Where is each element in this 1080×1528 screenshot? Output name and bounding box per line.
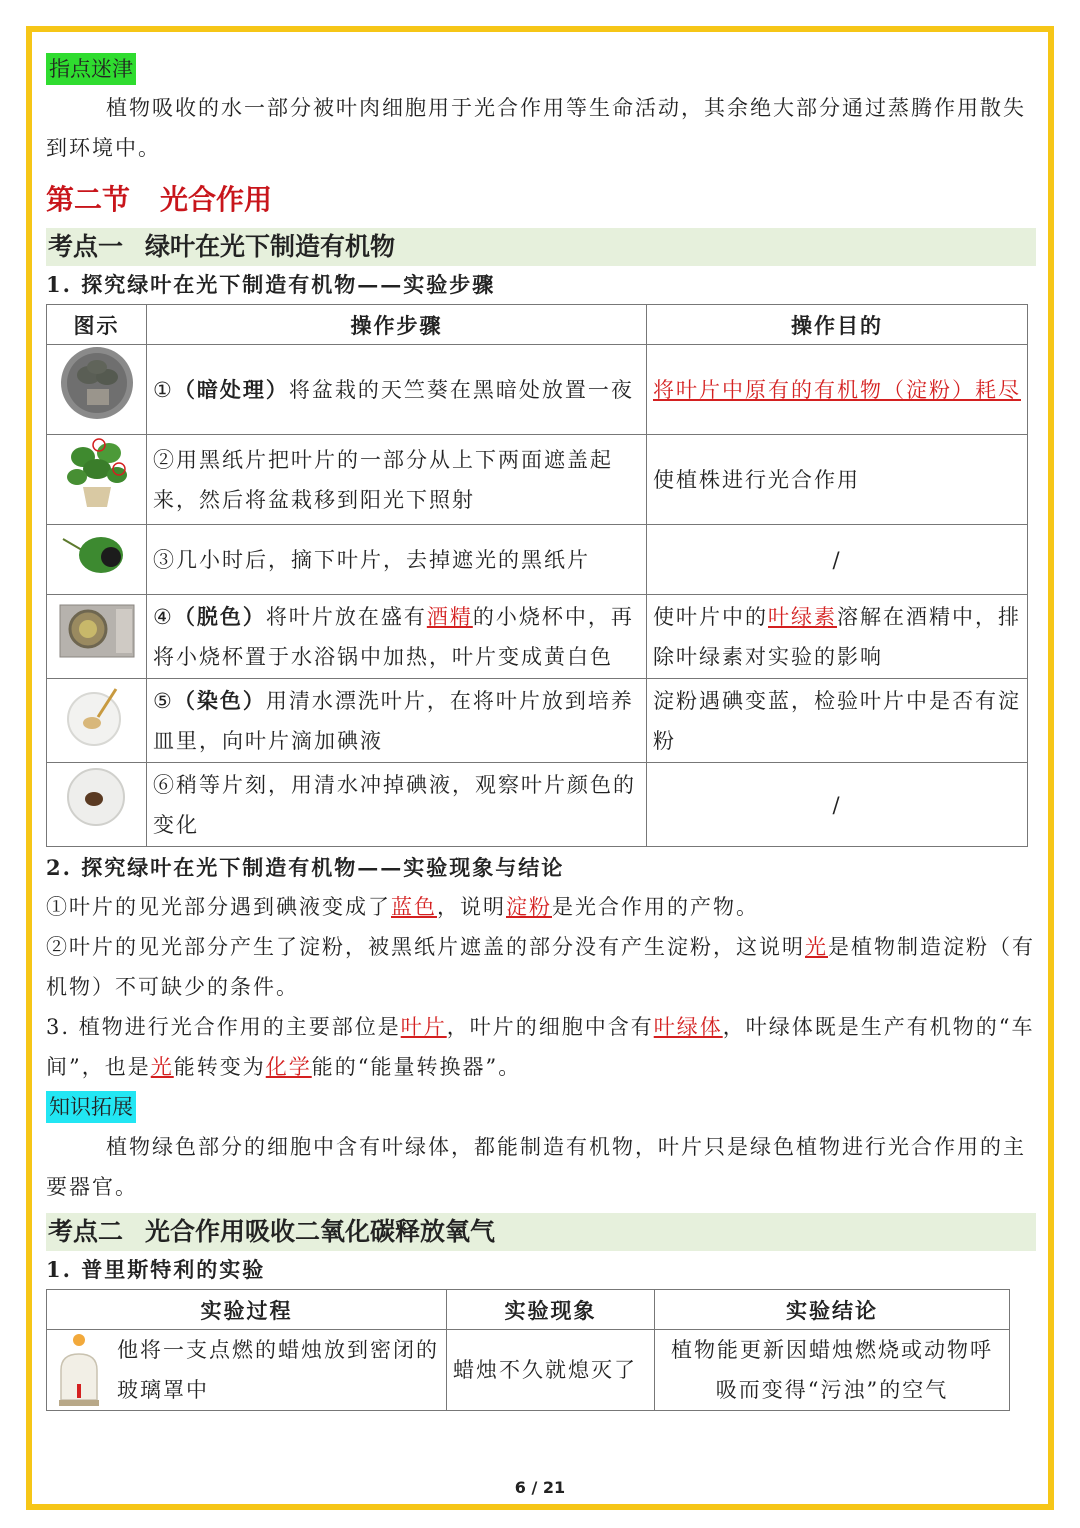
purpose-4-text-b: 溶解在酒精中，排除叶绿素对实验的影响 xyxy=(653,604,1021,669)
steps-table xyxy=(46,304,1028,847)
purpose-1-text: 将叶片中原有的有机物（淀粉）耗尽 xyxy=(653,377,1021,402)
conclusion-2-b: 是植物制造淀粉（有机物）不可缺少的条件。 xyxy=(46,935,1035,999)
table-row xyxy=(47,679,1028,763)
priestley-phenomenon: 蜡烛不久就熄灭了 xyxy=(447,1330,655,1411)
purpose-5: 淀粉遇碘变蓝，检验叶片中是否有淀粉 xyxy=(647,679,1028,763)
kp1-heading xyxy=(46,228,1036,266)
purpose-2: 使植株进行光合作用 xyxy=(647,435,1028,525)
petri-dish-icon xyxy=(62,679,132,749)
step-5-text: 用清水漂洗叶片，在将叶片放到培养皿里，向叶片滴加碘液 xyxy=(153,688,634,753)
conclusion-1-a: ①叶片的见光部分遇到碘液变成了 xyxy=(46,895,391,919)
table-row xyxy=(47,763,1028,847)
purpose-4 xyxy=(647,595,1028,679)
conclusion-3-a: 3. 植物进行光合作用的主要部位是 xyxy=(46,1015,401,1039)
stained-leaf-icon xyxy=(62,763,132,833)
stained-leaf-image xyxy=(47,763,147,847)
conclusion-2-key1: 光 xyxy=(805,935,828,959)
table-row xyxy=(47,595,1028,679)
step-4-number: ④ xyxy=(153,604,174,629)
water-bath-image xyxy=(47,595,147,679)
kp2-title: 光合作用吸收二氧化碳释放氧气 xyxy=(145,1217,496,1246)
col-header-conclusion: 实验结论 xyxy=(655,1290,1010,1330)
table-row xyxy=(47,1330,1010,1411)
water-bath-icon xyxy=(56,595,138,665)
ext-text: 植物绿色部分的细胞中含有叶绿体，都能制造有机物，叶片只是绿色植物进行光合作用的主要器官。 xyxy=(46,1135,1026,1199)
purpose-3: / xyxy=(647,525,1028,595)
step-4-text-b: 的小烧杯中，再将小烧杯置于水浴锅中加热，叶片变成黄白色 xyxy=(153,604,634,669)
kp1-title: 绿叶在光下制造有机物 xyxy=(145,232,396,261)
step-4 xyxy=(147,595,647,679)
plant-covered-icon xyxy=(59,435,135,511)
step-4-text-a: 将叶片放在盛有 xyxy=(265,604,427,629)
conclusion-1-c: 是光合作用的产物。 xyxy=(552,895,759,919)
table-row xyxy=(47,345,1028,435)
col-header-purpose: 操作目的 xyxy=(647,305,1028,345)
conclusion-3-d: 能转变为 xyxy=(173,1055,266,1079)
plant-covered-image xyxy=(47,435,147,525)
candle-jar-icon xyxy=(51,1330,107,1410)
step-5-number: ⑤ xyxy=(153,688,174,713)
step-4-keyword: 酒精 xyxy=(426,604,473,629)
step-2: ②用黑纸片把叶片的一部分从上下两面遮盖起来，然后将盆栽移到阳光下照射 xyxy=(147,435,647,525)
conclusion-2-a: ②叶片的见光部分产生了淀粉，被黑纸片遮盖的部分没有产生淀粉，这说明 xyxy=(46,935,805,959)
col-header-image: 图示 xyxy=(47,305,147,345)
table-row xyxy=(47,525,1028,595)
priestley-process-text: 他将一支点燃的蜡烛放到密闭的玻璃罩中 xyxy=(117,1338,439,1402)
step-6: ⑥稍等片刻，用清水冲掉碘液，观察叶片颜色的变化 xyxy=(147,763,647,847)
conclusion-3-key2: 叶绿体 xyxy=(653,1015,723,1039)
kp1-sub1: 1. 探究绿叶在光下制造有机物——实验步骤 xyxy=(46,272,496,297)
leaf-image xyxy=(47,525,147,595)
steps-header-row xyxy=(47,305,1028,345)
conclusion-3-key4: 化学 xyxy=(265,1055,312,1079)
plant-dark-icon xyxy=(57,345,137,421)
plant-dark-image xyxy=(47,345,147,435)
section-number: 第二节 xyxy=(46,183,131,216)
purpose-4-keyword: 叶绿素 xyxy=(768,604,837,629)
priestley-header-row xyxy=(47,1290,1010,1330)
conclusion-3-key1: 叶片 xyxy=(400,1015,447,1039)
priestley-table xyxy=(46,1289,1010,1411)
section-name: 光合作用 xyxy=(160,183,273,216)
page-number: 6 / 21 xyxy=(514,1478,566,1497)
conclusion-1-b: ，说明 xyxy=(437,895,506,919)
conclusion-1 xyxy=(46,887,1036,927)
purpose-6: / xyxy=(647,763,1028,847)
ext-tag: 知识拓展 xyxy=(46,1091,136,1123)
conclusion-3-c: ，叶绿体既是生产有机物的“车间”，也是 xyxy=(46,1015,1035,1079)
col-header-step: 操作步骤 xyxy=(147,305,647,345)
conclusion-1-key2: 淀粉 xyxy=(506,895,552,919)
tips-tag: 指点迷津 xyxy=(46,53,136,85)
col-header-phenomenon: 实验现象 xyxy=(447,1290,655,1330)
tips-text: 植物吸收的水一部分被叶肉细胞用于光合作用等生命活动，其余绝大部分通过蒸腾作用散失到环境中。 xyxy=(46,96,1026,160)
purpose-1 xyxy=(647,345,1028,435)
purpose-4-text-a: 使叶片中的 xyxy=(653,604,768,629)
priestley-conclusion: 植物能更新因蜡烛燃烧或动物呼吸而变得“污浊”的空气 xyxy=(655,1330,1010,1411)
kp2-sub1: 1. 普里斯特利的实验 xyxy=(46,1257,266,1282)
section-title xyxy=(46,178,1036,222)
kp1-number: 考点一 xyxy=(48,232,124,261)
conclusion-3-key3: 光 xyxy=(150,1055,174,1079)
conclusion-2 xyxy=(46,927,1036,1007)
step-5-label: （染色） xyxy=(173,687,266,713)
step-5 xyxy=(147,679,647,763)
leaf-icon xyxy=(57,525,137,581)
col-header-process: 实验过程 xyxy=(47,1290,447,1330)
priestley-process xyxy=(47,1330,447,1411)
page-content xyxy=(46,50,1036,1411)
conclusion-1-key1: 蓝色 xyxy=(391,895,437,919)
step-1 xyxy=(147,345,647,435)
step-1-number: ① xyxy=(153,377,174,402)
conclusion-3-b: ，叶片的细胞中含有 xyxy=(446,1015,654,1039)
kp2-heading xyxy=(46,1213,1036,1251)
step-4-label: （脱色） xyxy=(173,603,266,629)
kp1-sub2: 2. 探究绿叶在光下制造有机物——实验现象与结论 xyxy=(46,855,565,880)
conclusion-3-e: 能的“能量转换器”。 xyxy=(311,1055,522,1079)
petri-dish-image xyxy=(47,679,147,763)
table-row xyxy=(47,435,1028,525)
step-1-text: 将盆栽的天竺葵在黑暗处放置一夜 xyxy=(288,377,634,402)
conclusion-3 xyxy=(46,1007,1036,1087)
step-3: ③几小时后，摘下叶片，去掉遮光的黑纸片 xyxy=(147,525,647,595)
step-1-label: （暗处理） xyxy=(173,376,289,402)
kp2-number: 考点二 xyxy=(48,1217,124,1246)
